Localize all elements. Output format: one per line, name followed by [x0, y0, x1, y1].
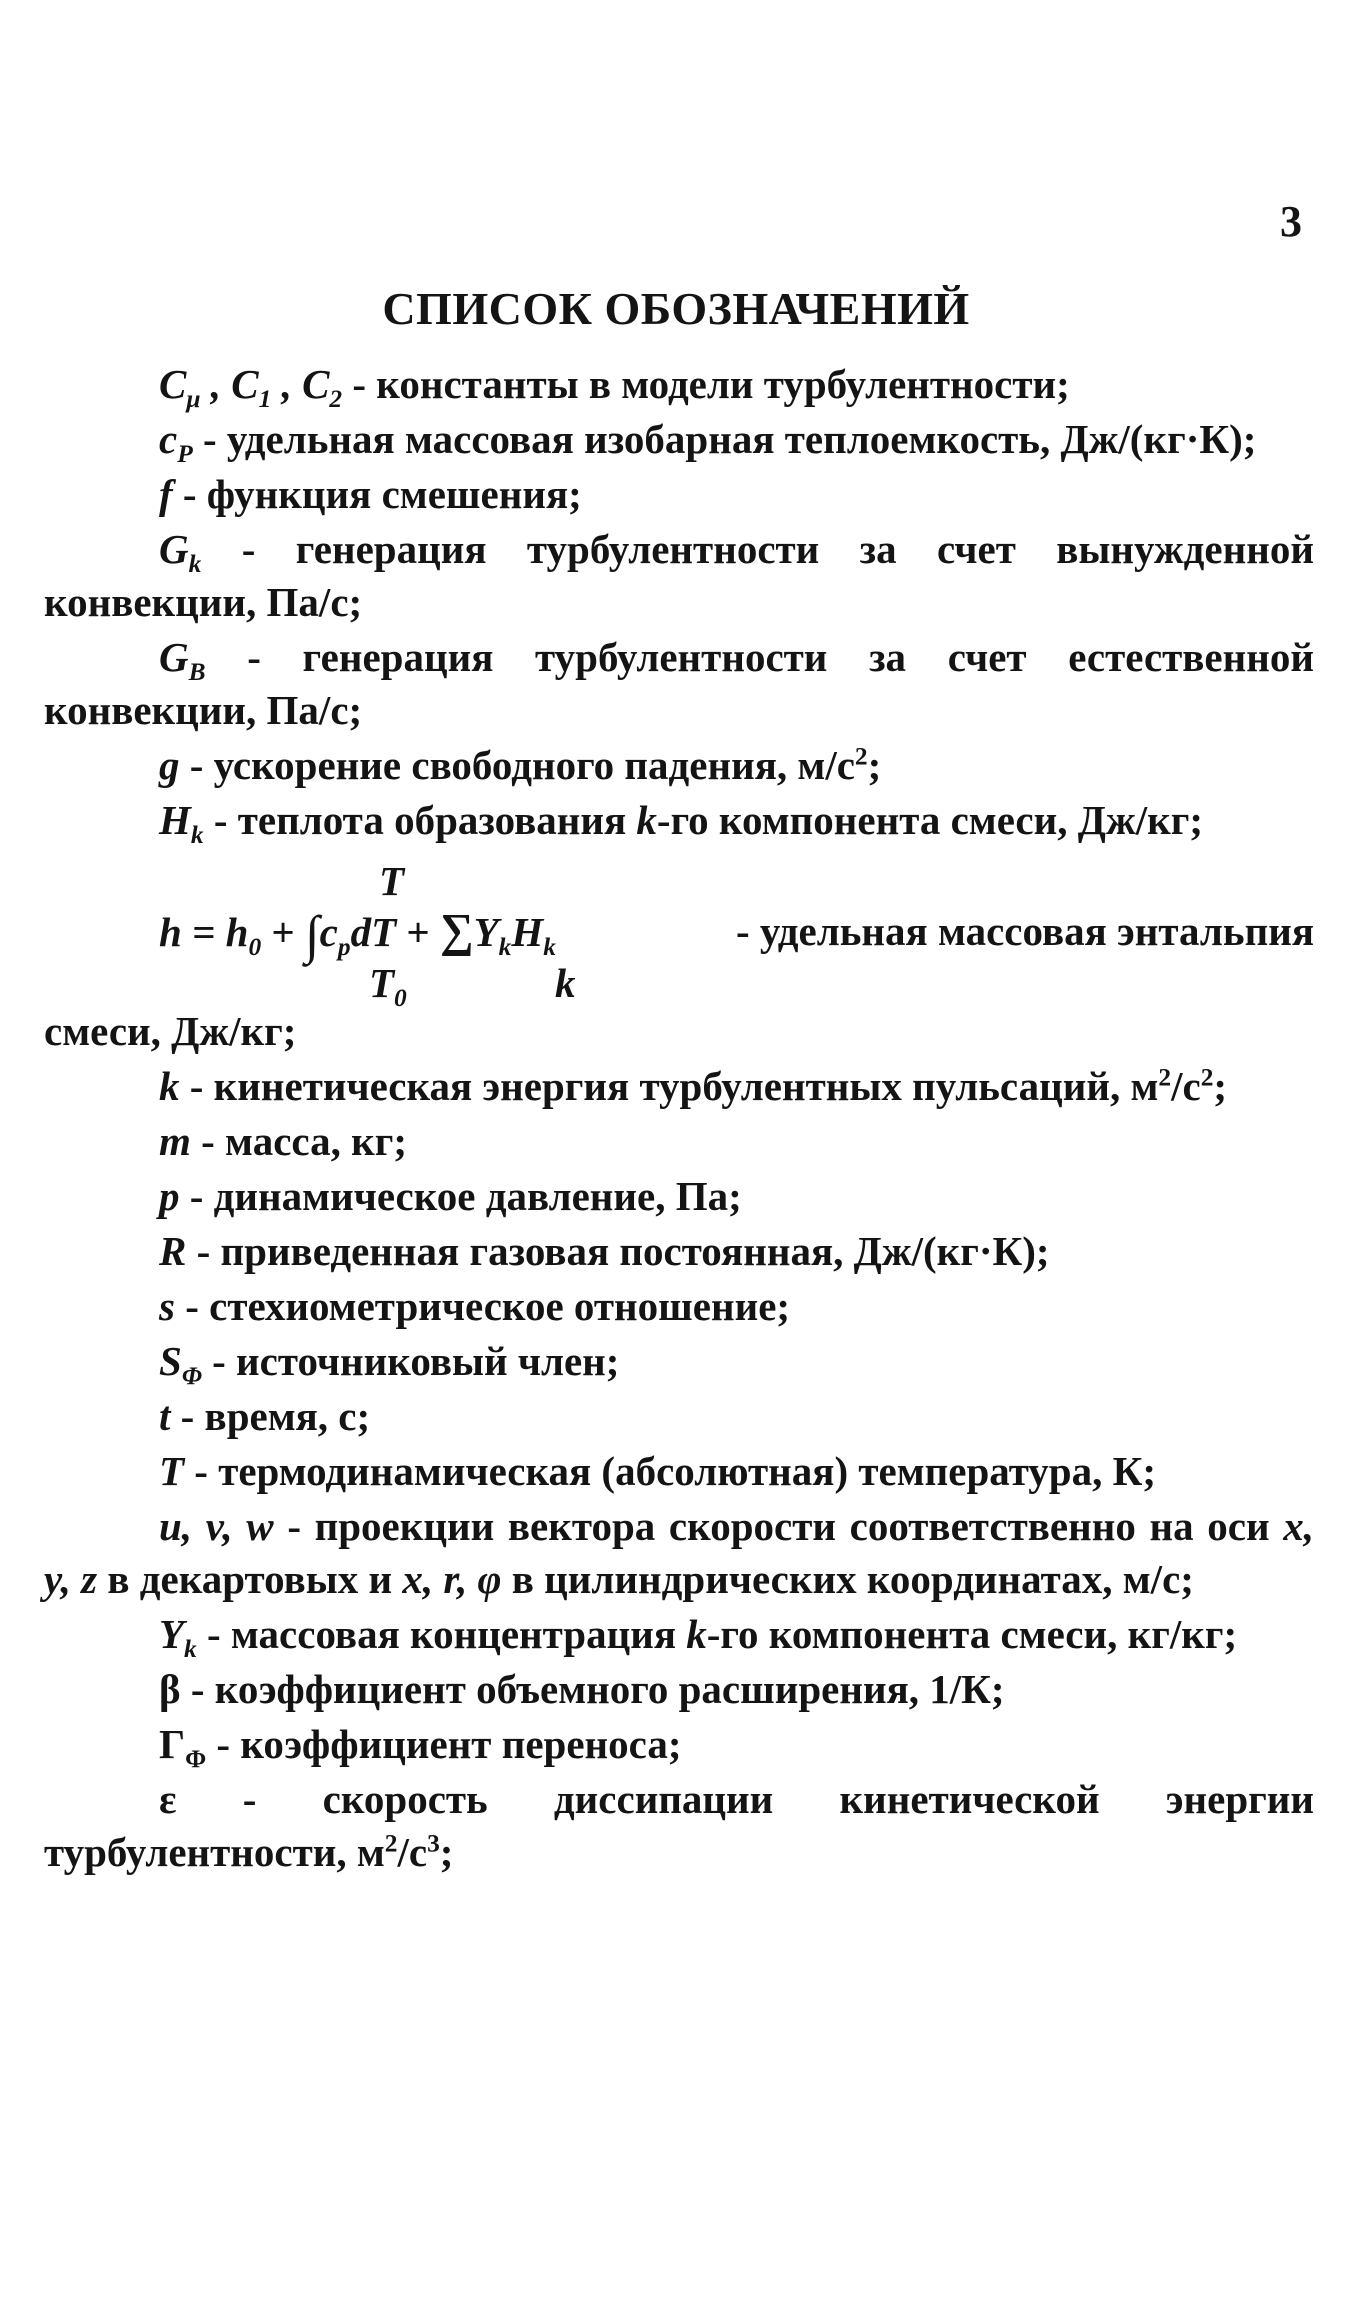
- integral-sign: ∫: [305, 905, 320, 965]
- formula-line: $h = h_0 + \int c_pdT + \sum Y_kH_k$: [159, 905, 556, 965]
- entry-g: g - ускорение свободного падения, $м/с^2$;: [159, 742, 882, 788]
- entry-sphi: $S_\Phi$ - источниковый член;: [159, 1338, 620, 1391]
- sum-sign: ∑: [439, 905, 474, 957]
- entry-gamma: $\Gamma_\Phi$ - коэффициент переноса;: [159, 1721, 682, 1774]
- entry-beta: β - коэффициент объемного расширения, 1/К;: [159, 1666, 1005, 1712]
- notation-list: [44, 358, 1314, 1881]
- entry-epsilon: ε - скорость диссипации кинетической энергии турбулентности, $м^2/с^3$;: [44, 1776, 1314, 1875]
- entry-r: R - приведенная газовая постоянная, Дж/(кг·К);: [159, 1228, 1050, 1274]
- entry-gb: $G_B$ - генерация турбулентности за счет естественной конвекции, Па/с;: [44, 634, 1314, 733]
- entry-m: m - масса, кг;: [159, 1118, 407, 1164]
- entry-uvw: u, v, w - проекции вектора скорости соответственно на оси x, y, z в декартовых и x, r, φ в цилиндрических координатах, м/с;: [44, 1503, 1314, 1602]
- entry-temperature: T - термодинамическая (абсолютная) температура, К;: [159, 1448, 1156, 1494]
- entry-s: s - стехиометрическое отношение;: [159, 1283, 791, 1329]
- entry-c-constants: $C_\mu$ , $C_1$ , $C_2$ - константы в модели турбулентности;: [159, 361, 1070, 414]
- entry-t: t - время, с;: [159, 1393, 371, 1439]
- entry-cp: $c_P$ - удельная массовая изобарная теплоемкость, Дж/(кг·К);: [159, 416, 1257, 469]
- sum-index: k: [555, 960, 576, 1006]
- entry-h-continuation: смеси, Дж/кг;: [44, 1008, 297, 1054]
- entry-gk: $G_k$ - генерация турбулентности за счет вынужденной конвекции, Па/с;: [44, 526, 1314, 625]
- page-number: 3: [1280, 197, 1302, 246]
- entry-yk: $Y_k$ - массовая концентрация k-го компонента смеси, кг/кг;: [159, 1611, 1238, 1664]
- page-title: СПИСОК ОБОЗНАЧЕНИЙ: [382, 283, 970, 334]
- integral-upper-limit: T: [379, 858, 405, 904]
- integral-lower-limit: $T_0$: [369, 960, 407, 1013]
- entry-p: p - динамическое давление, Па;: [159, 1173, 742, 1219]
- formula-description: - удельная массовая энтальпия: [735, 908, 1314, 954]
- entry-hk: $H_k$ - теплота образования k-го компонента смеси, Дж/кг;: [159, 797, 1203, 850]
- entry-k: k - кинетическая энергия турбулентных пульсаций, $м^2/с^2$;: [159, 1063, 1228, 1109]
- enthalpy-formula: [44, 855, 1314, 1013]
- entry-f: f - функция смешения;: [159, 471, 582, 517]
